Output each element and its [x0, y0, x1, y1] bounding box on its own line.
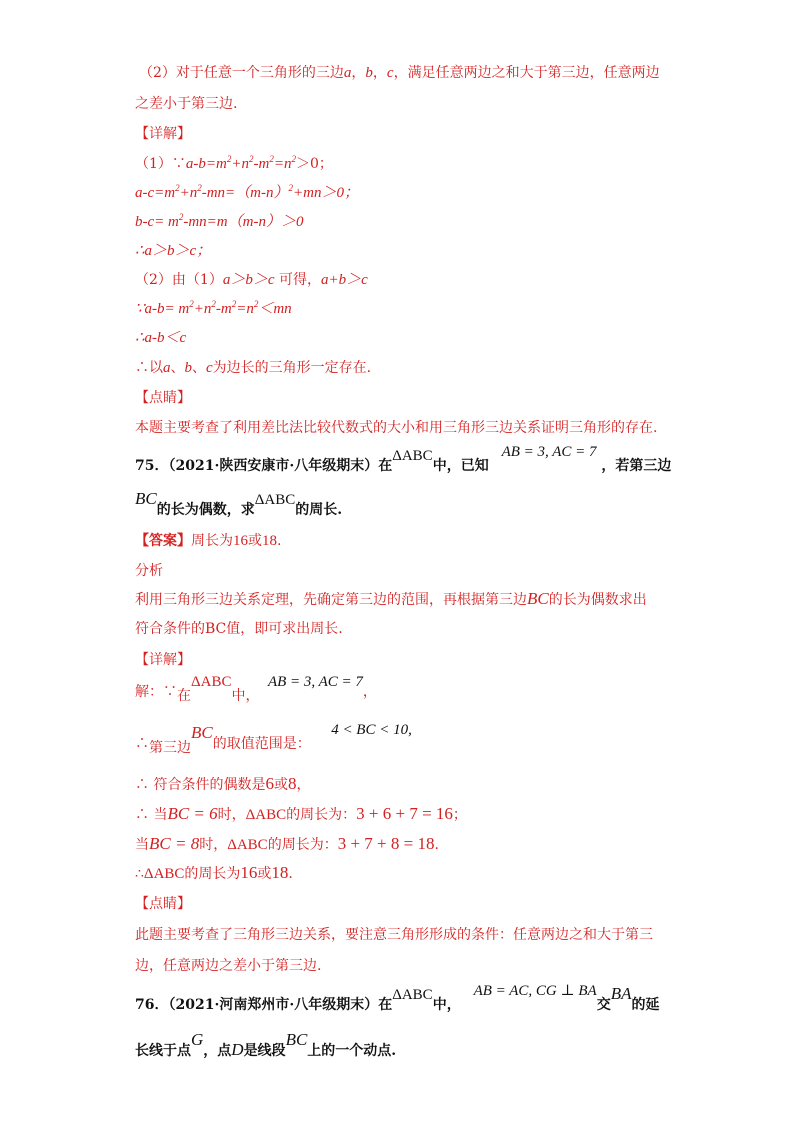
- detail-label-1: 【详解】: [135, 126, 191, 142]
- detail-75-line5: 当BC = 8时，ΔABC的周长为：3 + 7 + 8 = 18.: [135, 834, 439, 853]
- comment-label-75: 【点睛】: [135, 896, 191, 912]
- detail-75-line4: ∴ 当BC = 6时，ΔABC的周长为：3 + 6 + 7 = 16；: [135, 804, 467, 823]
- detail-line-5: （2）由（1）a＞b＞c 可得，a+b＞c: [135, 272, 368, 288]
- detail-line-1: $(1)\because a-b=m^2+n^2-m^2=n^2>0$；: [135, 154, 333, 172]
- analysis-label-75: 分析: [135, 563, 163, 579]
- problem-76-statement-line1: 76．（2021·河南郑州市·八年级期末）在ΔABC中， AB = AC, CG ⊥ BA交BA的延: [135, 983, 660, 1013]
- detail-75-line2: ∴第三边BC的取值范围是： 4 < BC < 10,: [135, 722, 412, 756]
- analysis-part2-line2: 之差小于第三边.: [135, 96, 238, 112]
- problem-75-statement-line1: 75．（2021·陕西安康市·八年级期末）在ΔABC中，已知 AB = 3, AC = 7 ，若第三边: [135, 444, 672, 474]
- analysis-75-line1: 利用三角形三边关系定理，先确定第三边的范围，再根据第三边BC的长为偶数求出: [135, 589, 647, 608]
- detail-75-line6: ∴ΔABC的周长为16或18.: [135, 863, 293, 882]
- analysis-part2-line1: （2）对于任意一个三角形的三边a，b，c，满足任意两边之和大于第三边，任意两边: [139, 65, 660, 81]
- detail-line-7: ∴a-b＜c: [135, 330, 187, 346]
- detail-75-line3: ∴ 符合条件的偶数是6或8，: [135, 774, 311, 793]
- comment-75-line1: 此题主要考查了三角形三边关系，要注意三角形形成的条件：任意两边之和大于第三: [135, 927, 653, 943]
- problem-75-statement-line2: BC的长为偶数，求ΔABC的周长.: [135, 489, 343, 518]
- detail-label-75: 【详解】: [135, 652, 191, 668]
- analysis-75-line2: 符合条件的BC值，即可求出周长.: [135, 621, 343, 637]
- comment-75-line2: 边，任意两边之差小于第三边.: [135, 958, 322, 974]
- answer-75: 【答案】周长为16或18.: [135, 533, 282, 549]
- detail-line-4: ∴a＞b＞c；: [135, 243, 212, 259]
- comment-label-1: 【点睛】: [135, 390, 191, 406]
- detail-line-3: $b-c= m^2-mn=m(m-n)>0$: [135, 212, 304, 230]
- comment-text-1: 本题主要考查了利用差比法比较代数式的大小和用三角形三边关系证明三角形的存在.: [135, 420, 658, 436]
- problem-76-statement-line2: 长线于点G，点D是线段BC上的一个动点.: [135, 1030, 397, 1059]
- detail-line-8: ∴以a、b、c为边长的三角形一定存在.: [135, 360, 372, 376]
- detail-line-6: ∵a-b= $m^2+n^2-m^2=n^2<mn$: [135, 299, 292, 317]
- detail-75-line1: 解：∵在ΔABC中， AB = 3, AC = 7，: [135, 674, 377, 704]
- detail-line-2: $a-c=m^2+n^2-mn=(m-n)^2+mn>0$；: [135, 183, 359, 201]
